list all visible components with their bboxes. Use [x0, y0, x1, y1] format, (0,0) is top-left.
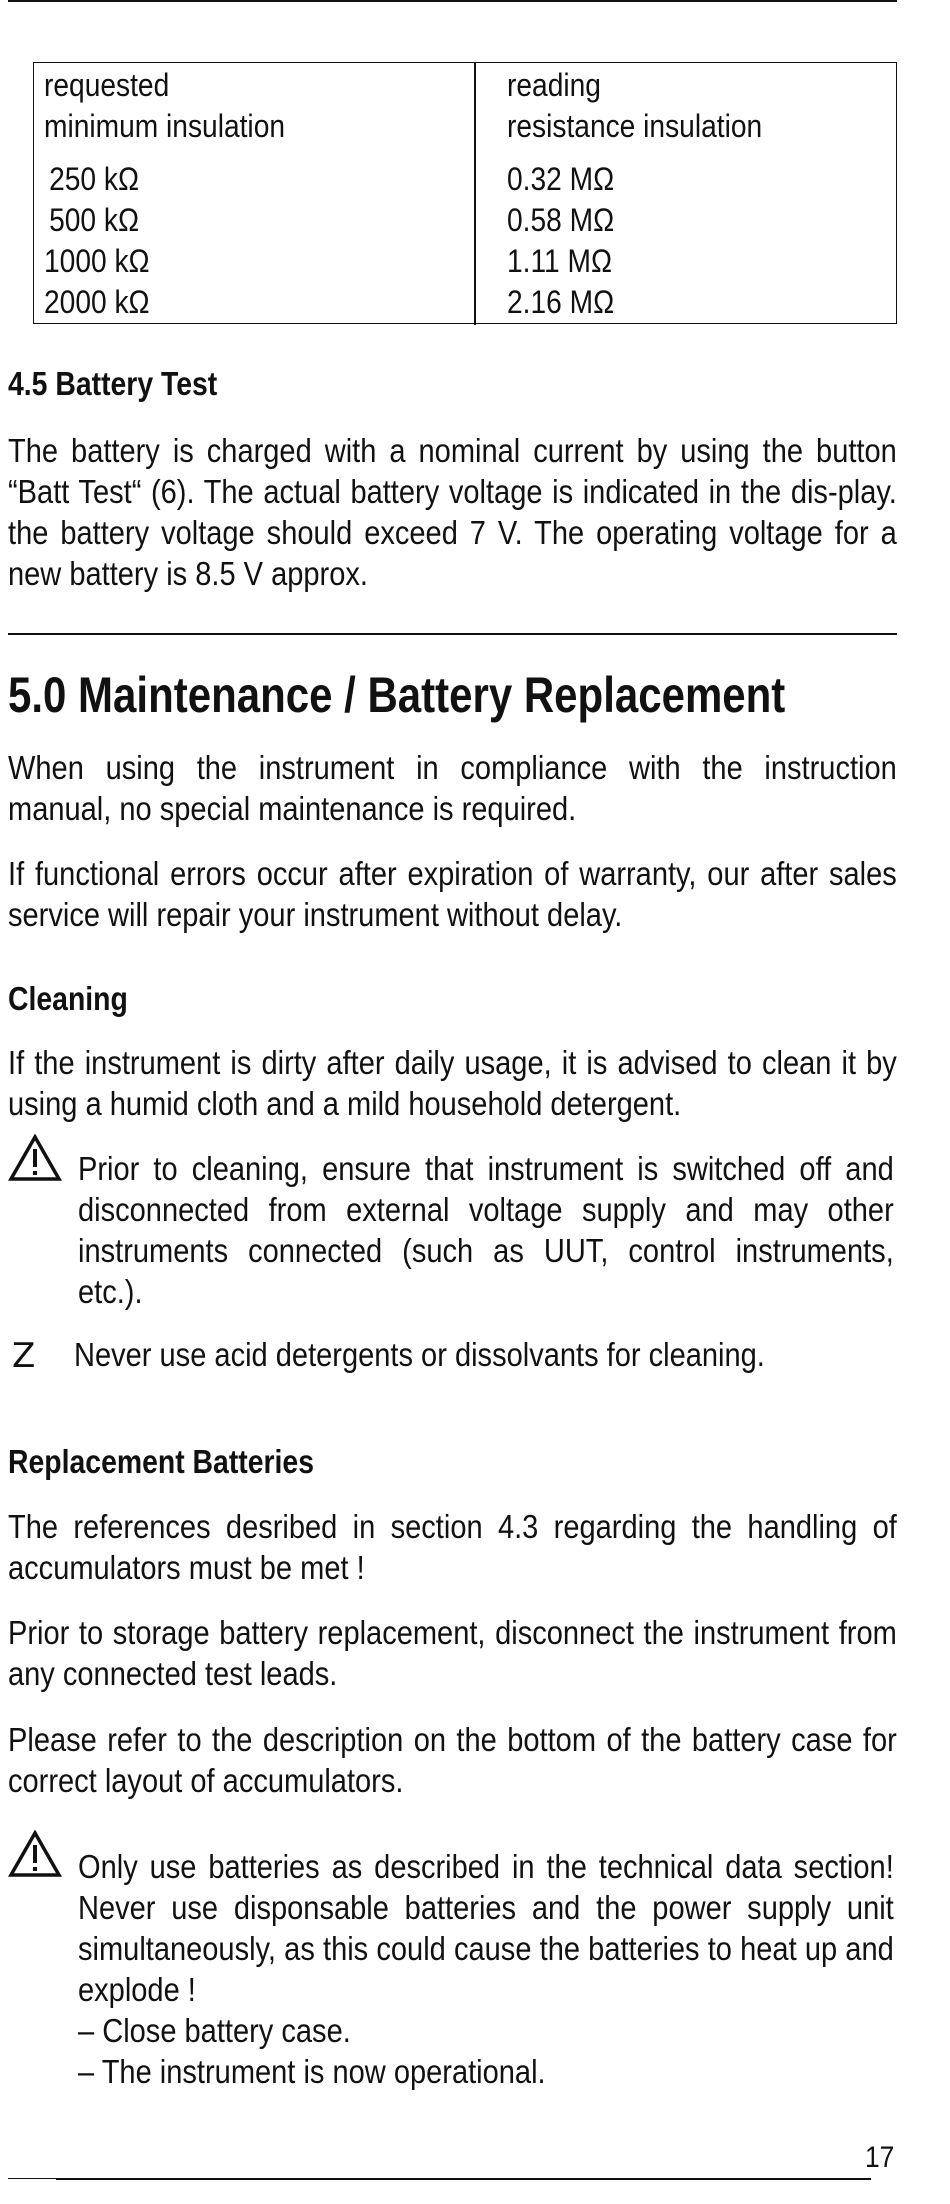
table-cell: 0.32 MΩ	[507, 161, 615, 197]
footer-rule	[56, 2178, 871, 2180]
reading-column	[507, 159, 614, 323]
manual-page	[8, 0, 897, 2204]
step-operational: – The instrument is now operational.	[78, 2053, 546, 2090]
z-symbol-icon: Z	[12, 1336, 36, 1376]
step-close-case: – Close battery case.	[78, 2012, 351, 2049]
cleaning-heading: Cleaning	[8, 980, 128, 1017]
battery-test-heading: 4.5 Battery Test	[8, 365, 218, 402]
cleaning-warning: Prior to cleaning, ensure that instrument is switched off and disconnected from external voltage supply and may other instruments connected (such as UUT, control instruments, etc.).	[78, 1150, 894, 1310]
top-rule	[8, 0, 897, 2]
battery-test-body: The battery is charged with a nominal current by using the button “Batt Test“ (6). The actual battery voltage is indicated in the dis-play. the battery voltage should exceed 7 V. The operating voltage for a new battery is 8.5 V approx.	[8, 432, 897, 592]
maintenance-paragraph-1: When using the instrument in compliance with the instruction manual, no special maintenance is required.	[8, 749, 897, 827]
warning-triangle-icon	[8, 1134, 62, 1182]
table-cell: 0.58 MΩ	[507, 202, 615, 238]
replacement-paragraph-3: Please refer to the description on the bottom of the battery case for correct layout of accumulators.	[8, 1721, 897, 1799]
cleaning-note: Never use acid detergents or dissolvants for cleaning.	[74, 1336, 765, 1373]
page-number: 17	[865, 2141, 895, 2174]
replacement-paragraph-2: Prior to storage battery replacement, disconnect the instrument from any connected test leads.	[8, 1614, 897, 1692]
section-rule	[8, 633, 897, 635]
table-cell: 500 kΩ	[49, 202, 140, 238]
cleaning-paragraph: If the instrument is dirty after daily usage, it is advised to clean it by using a humid cloth and a mild household detergent.	[8, 1044, 897, 1122]
requested-column	[44, 159, 150, 323]
footer-rule-left	[8, 2178, 56, 2179]
table-cell: 2.16 MΩ	[507, 284, 615, 320]
replacement-paragraph-1: The references desribed in section 4.3 regarding the handling of accumulators must be met !	[8, 1508, 897, 1586]
table-divider	[474, 63, 476, 325]
table-header-reading: reading resistance insulation	[507, 67, 763, 144]
table-cell: 2000 kΩ	[44, 284, 150, 320]
maintenance-heading: 5.0 Maintenance / Battery Replacement	[8, 667, 786, 723]
table-header-requested: requested minimum insulation	[44, 67, 286, 144]
table-cell: 1.11 MΩ	[507, 243, 613, 279]
battery-warning: Only use batteries as described in the technical data section! Never use disponsable batteries and the power supply unit simultaneously, as this could cause the batteries to heat up and explode ! – Close battery case. – The instrument is now operational.	[78, 1848, 894, 2090]
maintenance-paragraph-2: If functional errors occur after expiration of warranty, our after sales service will repair your instrument without delay.	[8, 855, 897, 933]
warning-triangle-icon	[8, 1830, 62, 1878]
table-cell: 250 kΩ	[49, 161, 140, 197]
insulation-table	[33, 62, 897, 324]
replacement-heading: Replacement Batteries	[8, 1443, 315, 1480]
table-cell: 1000 kΩ	[44, 243, 150, 279]
